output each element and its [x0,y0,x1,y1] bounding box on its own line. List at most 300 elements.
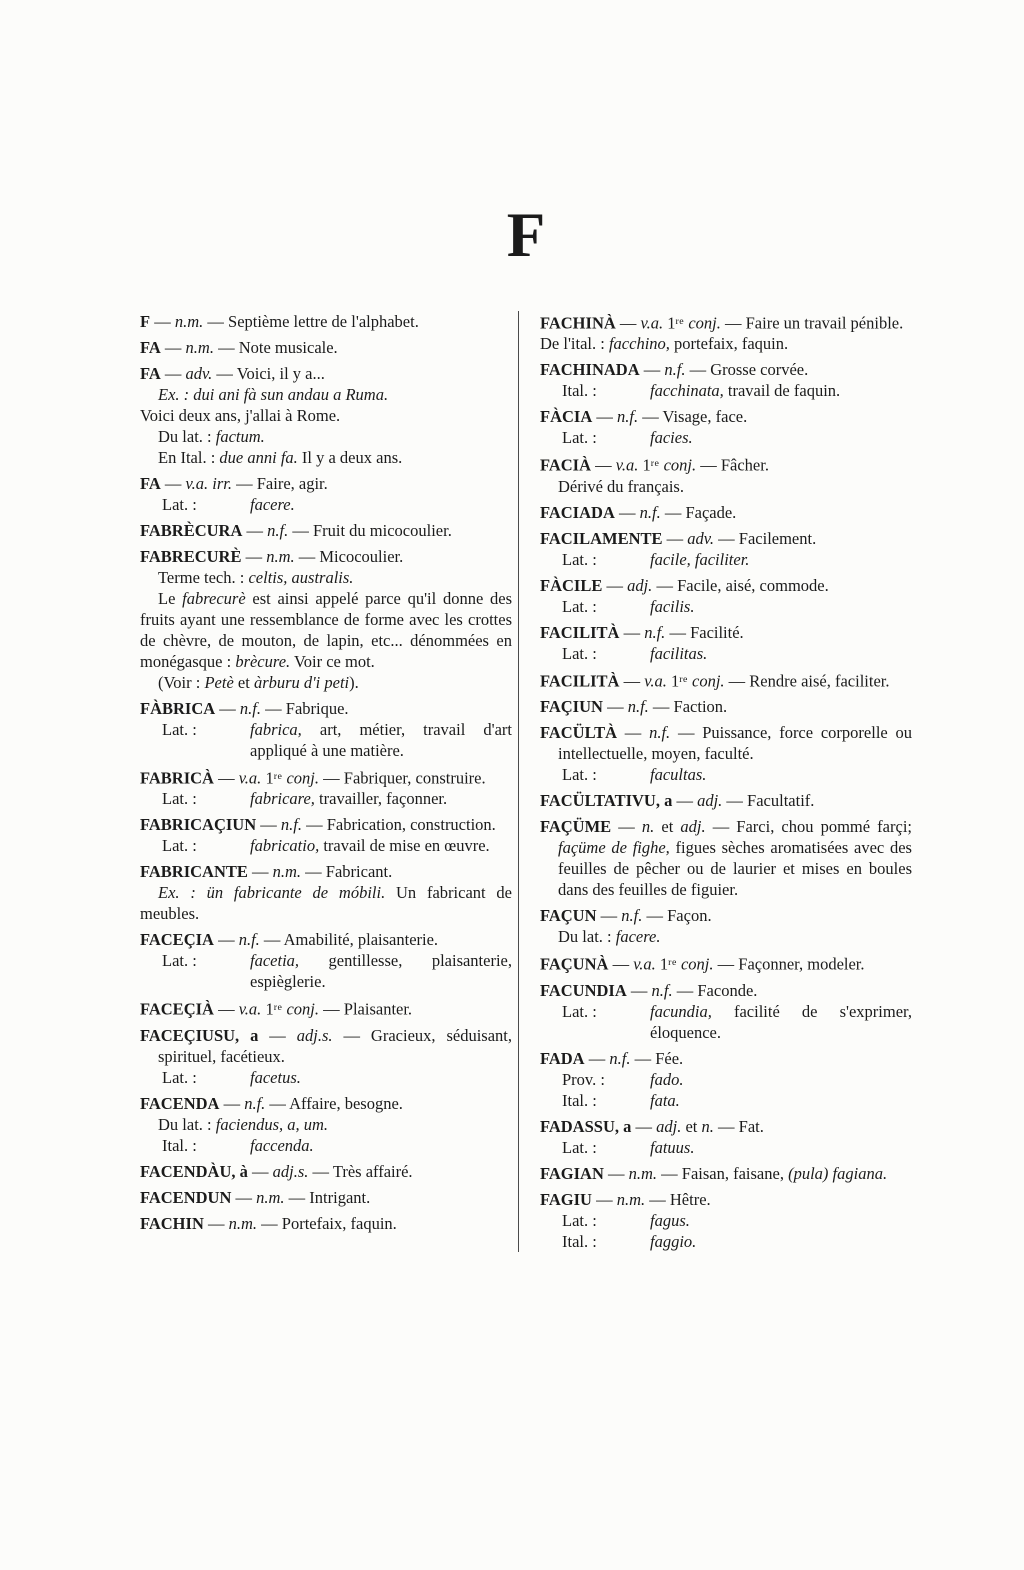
text-segment: Voir ce mot. [290,652,375,671]
dictionary-entry [540,669,912,691]
etymology-label: Ital. : [162,1135,197,1155]
column-divider-rule [518,311,519,1252]
text-segment: — Note musicale. [213,338,338,357]
text-segment: n.f. [244,1093,266,1113]
text-segment: v.a. [238,999,262,1019]
text-segment: n.f. [664,360,686,380]
dictionary-entry [140,766,512,809]
dictionary-entry [140,1093,512,1156]
etymology-label: Lat. : [162,720,197,739]
entry-headline [140,1161,512,1182]
headword: FACEÇIÀ [140,999,214,1019]
entry-headline [140,311,512,332]
text-segment: conj. [663,455,697,475]
entry-headline [540,696,912,717]
headword: FAÇUNÀ [540,954,609,974]
entry-etymology [140,719,512,761]
dictionary-entry [140,363,512,468]
etymology-label: Ital. : [562,1231,597,1251]
text-segment: — Fabrication, construction. [301,815,496,835]
entry-note [540,333,912,354]
text-segment: n.f. [651,980,673,1000]
text-segment: facundia, [650,1001,712,1021]
text-segment: 1 [261,999,274,1019]
entry-headline [140,337,512,358]
text-segment: — [150,312,175,331]
entry-etymology [540,1137,912,1158]
etymology-label: Lat. : [162,495,197,514]
text-segment: — [662,528,688,548]
text-segment: — Fat. [713,1116,764,1136]
text-segment: facilité de s'exprimer, éloquence. [650,1001,912,1042]
text-segment: 1 [663,313,676,333]
text-segment: n.f. [621,906,643,926]
text-segment: re [668,957,677,969]
dictionary-entry [140,814,512,856]
text-segment: — [160,364,186,383]
right-column [540,311,912,1252]
headword: F [140,312,151,331]
headword: FACÜLTATIVU, a [540,791,673,811]
headword: FAÇUN [540,906,597,926]
entry-headline [540,311,912,333]
text-segment: n.m. [272,862,302,882]
entry-headline [140,997,512,1019]
text-segment: 1 [638,455,651,475]
text-segment: v.a. [633,954,656,974]
text-segment: Terme tech. : [158,568,249,587]
text-segment: facchino, [608,334,670,354]
headword: FA [140,474,161,493]
text-segment: faggio. [650,1231,697,1251]
entry-note [140,1114,512,1135]
etymology-label: Lat. : [562,1210,597,1230]
dictionary-entry [140,1187,512,1208]
entry-etymology [140,950,512,992]
text-segment: n. [701,1116,714,1136]
text-segment: facilis. [650,596,695,616]
text-segment: — [247,1161,273,1181]
text-segment: v.a. [615,455,639,475]
text-segment: — [584,1048,610,1068]
headword: FACIÀ [540,455,592,475]
etymology-label: Lat. : [562,1001,597,1021]
headword: FACENDÀU, à [140,1161,248,1181]
entry-headline [540,502,912,523]
headword: FACEÇIA [140,930,214,950]
entry-etymology [540,380,912,401]
text-segment: facies. [650,428,693,448]
text-segment: — [231,1187,257,1207]
headword: FABRICANTE [140,862,248,882]
text-segment: — [203,1213,229,1233]
entry-etymology [140,788,512,809]
dictionary-entry [140,861,512,924]
text-segment: — Fabricant. [301,862,393,882]
text-segment: — [608,954,634,974]
text-segment: Dérivé du français. [558,476,684,496]
text-segment: — Portefaix, faquin. [257,1213,397,1233]
text-segment: adj. [697,791,723,811]
headword: FACENDA [140,1093,220,1113]
headword: FACILITÀ [540,622,620,642]
dictionary-entry [140,929,512,992]
text-segment: — [611,817,642,837]
headword: FACHINÀ [540,313,616,333]
left-column [140,311,512,1252]
text-segment: — [639,360,665,380]
text-segment: — [614,502,640,522]
text-segment: facchinata, [650,381,724,401]
text-segment: — Gracieux, séduisant, spirituel, facétieux. [158,1025,512,1066]
entry-headline [540,1116,912,1137]
entry-headline [540,1163,912,1184]
entry-note [140,672,512,693]
text-segment: v.a. [238,768,262,788]
entry-headline [540,622,912,643]
text-segment: adj.s. [272,1161,309,1181]
text-segment: (Voir : [158,673,205,692]
text-segment: fabricare, [250,789,315,809]
text-segment: n.m. [616,1189,646,1209]
text-segment: — Façon. [642,906,712,926]
section-letter-heading: F [506,200,546,270]
text-segment: — [215,699,240,718]
text-segment: — [603,1163,629,1183]
text-segment: fabrica, [250,720,302,739]
text-segment: adj. [656,1116,682,1136]
entry-headline [540,1189,912,1210]
dictionary-entry [540,696,912,717]
text-segment: n.m. [185,338,214,357]
headword: FABRICAÇIUN [140,815,257,835]
entry-etymology [140,494,512,515]
text-segment: — [256,815,281,835]
text-segment: — Plaisanter. [319,999,413,1019]
text-segment: n.f. [239,699,262,718]
headword: FAGIU [540,1189,592,1209]
text-segment: brècure. [235,652,291,671]
text-segment: — Micocoulier. [294,547,404,566]
text-segment: — Très affairé. [308,1161,413,1181]
dictionary-entry [140,1025,512,1088]
text-segment: Voici deux ans, j'allai à Rome. [140,406,341,425]
dictionary-entry [540,359,912,401]
text-segment: factum. [215,427,265,446]
text-segment: — [602,697,628,717]
text-segment: àrburu d'i peti [253,673,350,692]
headword: FADA [540,1048,585,1068]
entry-etymology [540,549,912,570]
entry-etymology [540,1231,912,1252]
text-segment: adj. [680,817,706,837]
entry-headline [140,929,512,950]
dictionary-entry [140,1213,512,1234]
text-segment: Ex. : ün fabricante de móbili. [158,883,386,903]
text-segment: — Fruit du micocoulier. [288,521,452,540]
etymology-label: Ital. : [562,381,597,401]
text-segment: — [242,521,268,540]
text-segment: n.f. [617,407,639,427]
dictionary-entry [540,622,912,664]
text-segment: n.f. [609,1048,631,1068]
text-segment: re [273,771,283,782]
text-segment: facile, faciliter. [650,549,750,569]
etymology-label: Lat. : [162,951,197,971]
headword: FABRÈCURA [140,521,243,540]
text-segment: travailler, façonner. [314,789,448,809]
text-segment: figues sèches aromatisées avec des feuilles de pêcher ou de laurier et mises en boules dans des feuilles de figuier. [558,838,912,900]
entry-headline [540,722,912,764]
text-segment: travail de mise en œuvre. [319,836,490,856]
etymology-label: Lat. : [562,428,597,448]
headword: FACENDUN [140,1187,232,1207]
dictionary-entry [140,1161,512,1182]
headword: FACHIN [140,1213,204,1233]
text-segment: n.f. [267,521,289,540]
text-segment: Ex. : dui ani fà sun andau a Ruma. [158,385,389,404]
text-segment: n.m. [628,1163,658,1183]
etymology-label: Lat. : [562,549,597,569]
text-segment: De l'ital. : [540,334,609,354]
text-segment: — Voici, il y a... [212,364,325,383]
entry-note [140,384,512,405]
headword: FADASSU, a [540,1116,632,1136]
text-segment: — [160,474,186,493]
text-segment: n.m. [174,312,204,331]
entry-headline [540,1048,912,1069]
dictionary-entry [140,698,512,761]
entry-etymology [140,1067,512,1088]
dictionary-entry [140,546,512,693]
text-segment: re [675,316,685,327]
text-segment: conj. [286,999,320,1019]
text-columns [140,311,912,1252]
text-segment: — [213,999,239,1019]
entry-note [540,926,912,947]
text-segment: — Hêtre. [645,1189,711,1209]
text-segment: Il y a deux ans. [297,448,403,467]
text-segment: — Faire, agir. [231,474,328,493]
text-segment: fagus. [650,1210,690,1230]
text-segment: — [258,1025,297,1045]
text-segment: facultas. [650,765,707,785]
text-segment: 1 [261,768,274,788]
dictionary-entry [540,722,912,785]
text-segment: n.m. [266,547,295,566]
etymology-label: Prov. : [562,1069,605,1089]
text-segment: n.f. [280,815,302,835]
entry-headline [540,453,912,475]
text-segment: re [273,1002,283,1014]
text-segment: fata. [650,1090,680,1110]
text-segment: celtis, australis. [248,568,354,587]
entry-etymology [540,1210,912,1231]
etymology-label: Lat. : [162,789,197,809]
text-segment: fabricatio, [250,836,320,856]
entry-headline [140,814,512,835]
headword: FACÜLTÀ [540,723,618,743]
text-segment: façüme de fighe, [558,838,670,858]
dictionary-entry [540,980,912,1043]
text-segment: — [619,671,645,691]
text-segment: n.f. [238,930,260,950]
text-segment: — Faisan, faisane, [657,1163,789,1183]
dictionary-entry [540,1116,912,1158]
text-segment: — Faction. [648,697,728,717]
text-segment: facetia, [250,951,300,971]
text-segment: fabrecurè [182,589,246,608]
text-segment: — [619,622,645,642]
text-segment: Petè [204,673,234,692]
headword: FACHINADA [540,360,640,380]
dictionary-entry [540,952,912,974]
text-segment: et [681,1116,702,1136]
etymology-label: Lat. : [562,1137,597,1157]
dictionary-entry [140,311,512,332]
text-segment: — [615,313,641,333]
text-segment: — [591,455,616,475]
headword: FÀCIA [540,407,593,427]
dictionary-entry [540,528,912,570]
text-segment: re [679,673,688,685]
entry-headline [140,861,512,882]
text-segment: adj. [627,575,653,595]
dictionary-entry [540,1163,912,1184]
entry-etymology [540,1090,912,1111]
headword: FACILITÀ [540,671,620,691]
dictionary-entry [140,520,512,541]
headword: FACILAMENTE [540,528,663,548]
headword: FAÇIUN [540,697,603,717]
entry-headline [140,473,512,494]
text-segment: conj. [286,768,320,788]
dictionary-entry [140,997,512,1019]
entry-etymology [540,643,912,664]
text-segment: Un fabricant de meubles. [140,883,512,924]
text-segment: — [160,338,186,357]
text-segment: est ainsi appelé parce qu'il donne des fruits ayant une ressemblance de forme avec les crottes de chèvre, de mouton, de lapin, etc... dénommées en monégasque : [140,589,512,671]
text-segment: — Fâcher. [696,455,769,475]
text-segment: — Faire un travail pénible. [720,313,904,333]
entry-etymology [540,1069,912,1090]
text-segment: Le [158,589,183,608]
text-segment: — [591,1189,617,1209]
headword: FABRICÀ [140,768,214,788]
entry-etymology [540,427,912,448]
text-segment: — Facultatif. [722,791,815,811]
entry-headline [140,1025,512,1067]
text-segment: — Facilement. [714,528,817,548]
dictionary-entry [540,816,912,900]
text-segment: adv. [687,528,715,548]
text-segment: faciendus, a, um. [215,1114,329,1134]
text-segment: facilitas. [650,643,708,663]
headword: FAGIAN [540,1163,604,1183]
entry-headline [540,406,912,427]
dictionary-entry [540,406,912,448]
dictionary-entry [540,1048,912,1111]
text-segment: n.m. [228,1213,258,1233]
entry-headline [540,980,912,1001]
entry-headline [140,1213,512,1234]
entry-headline [140,363,512,384]
entry-note [140,447,512,468]
text-segment: — Intrigant. [284,1187,371,1207]
entry-note [140,882,512,924]
entry-headline [540,575,912,596]
text-segment: — [219,1093,245,1113]
text-segment: — Fée. [630,1048,684,1068]
text-segment: conj. [692,671,725,691]
dictionary-entry [540,575,912,617]
text-segment: n.f. [627,697,649,717]
entry-headline [540,790,912,811]
entry-note [140,567,512,588]
text-segment: — Visage, face. [638,407,748,427]
dictionary-entry [140,337,512,358]
text-segment: facetus. [250,1067,301,1087]
entry-headline [540,952,912,974]
entry-etymology [140,835,512,856]
text-segment: — Rendre aisé, faciliter. [724,671,890,691]
entry-note [140,588,512,672]
text-segment: — Fabriquer, construire. [319,768,486,788]
text-segment: n.f. [649,723,671,743]
text-segment: facere. [250,495,295,514]
dictionary-entry [140,473,512,515]
text-segment: et [654,817,681,837]
entry-headline [140,698,512,719]
entry-headline [140,1093,512,1114]
entry-headline [140,1187,512,1208]
headword: FÀBRICA [140,699,216,718]
text-segment: — [626,980,652,1000]
entry-etymology [540,764,912,785]
entry-headline [140,546,512,567]
entry-headline [540,528,912,549]
text-segment: — Fabrique. [261,699,349,718]
text-segment: — Affaire, besogne. [265,1093,403,1113]
text-segment: — Puissance, force corporelle ou intellectuelle, moyen, faculté. [558,723,913,764]
etymology-label: Lat. : [562,596,597,616]
text-segment: fado. [650,1069,684,1089]
entry-headline [540,669,912,691]
text-segment: n.m. [256,1187,285,1207]
headword: FACUNDIA [540,980,627,1000]
text-segment: — Façonner, modeler. [713,954,865,974]
text-segment: conj. [680,954,714,974]
entry-note [140,405,512,426]
text-segment: — [241,547,267,566]
text-segment: n.f. [639,502,661,522]
dictionary-entry [540,1189,912,1252]
text-segment: n.f. [644,622,666,642]
text-segment: due anni fa. [219,448,298,467]
headword: FAÇÜME [540,817,612,837]
text-segment: — Facilité. [665,622,744,642]
text-segment: re [650,458,660,470]
dictionary-entry [540,790,912,811]
text-segment: — Septième lettre de l'alphabet. [203,312,419,331]
text-segment: — Facile, aisé, commode. [652,575,829,595]
text-segment: — Farci, chou pommé farçi; [705,817,912,837]
entry-headline [140,520,512,541]
text-segment: adv. [185,364,213,383]
text-segment: v.a. irr. [185,474,232,493]
dictionary-entry [540,905,912,947]
headword: FACEÇIUSU, a [140,1025,259,1045]
